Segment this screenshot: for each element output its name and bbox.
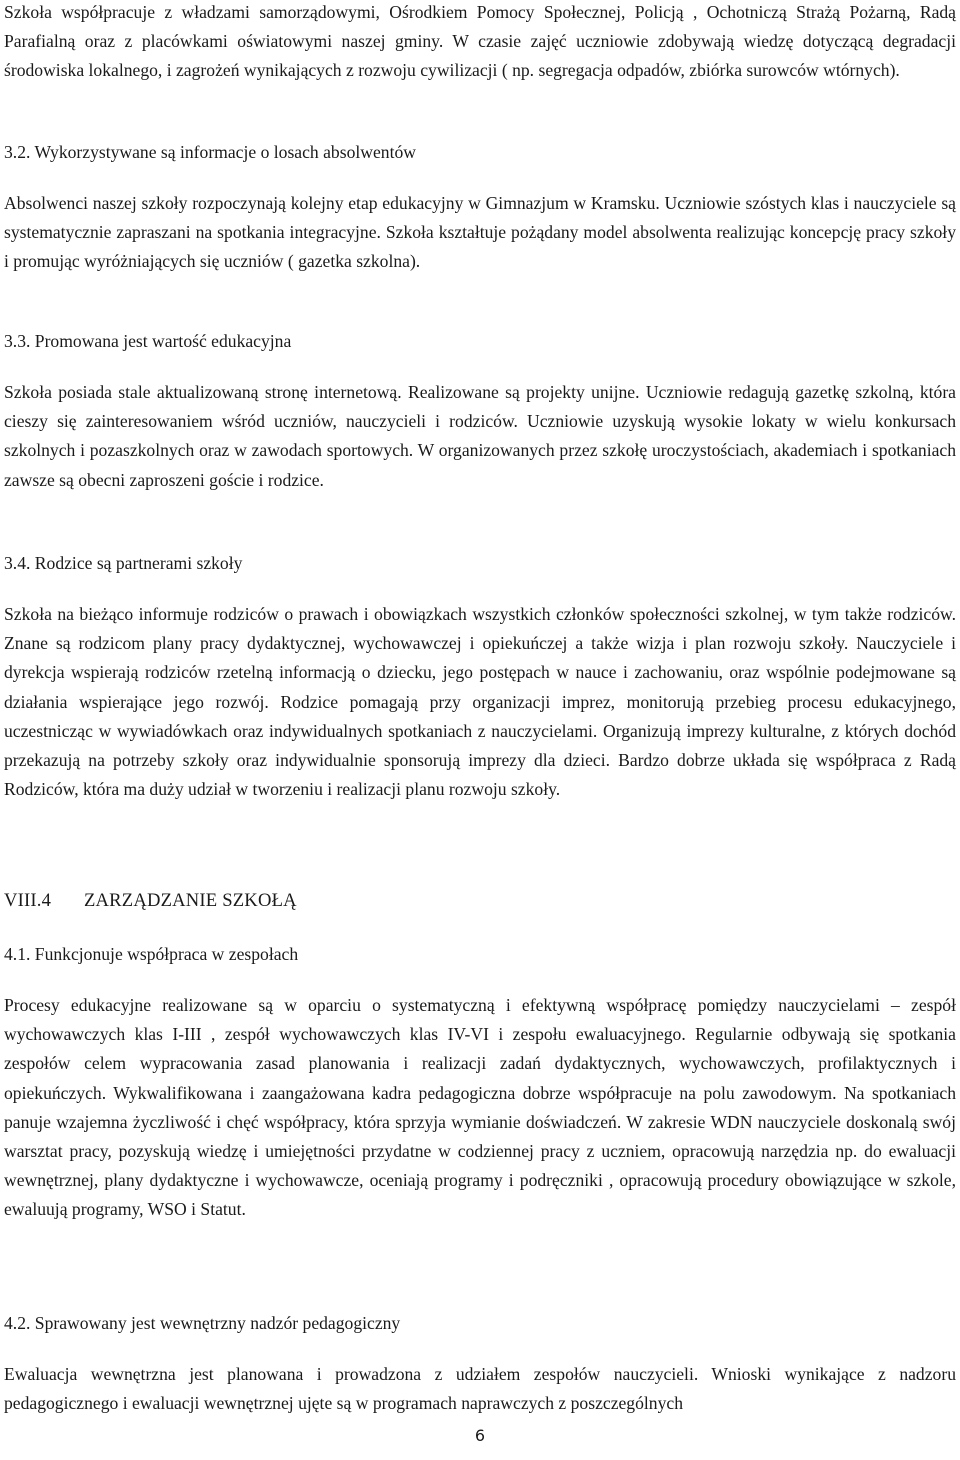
chapter-heading (4, 888, 956, 914)
section-4-1 (4, 941, 956, 1225)
chapter-number: VIII.4 (4, 890, 52, 911)
section-heading: 3.4. Rodzice są partnerami szkoły (4, 553, 243, 573)
section-paragraph: Procesy edukacyjne realizowane są w oparciu o systematyczną i efektywną współpracę pomiędzy nauczycielami – zespół wychowawczych klas I-III , zespół wychowawczych klas IV-VI i zespołu ewaluacyjnego. Regularnie odbywają się spotkania zespołów celem wypracowania zasad planowania i realizacji zadań dydaktycznych, wychowawczych, profilaktycznych i opiekuńczych. Wykwalifikowana i zaangażowana kadra pedagogiczna dobrze współpracuje na polu zawodowym. Na spotkaniach panuje wzajemna życzliwość i chęć współpracy, która sprzyja wymianie doświadczeń. W zakresie WDN nauczyciele doskonalą swój warsztat pracy, pozyskują wiedzę i umiejętności przydatne w codziennej pracy z uczniem, opracowują narzędzia np. do ewaluacji wewnętrznej, plany dydaktyczne i wychowawcze, oceniają programy i podręczniki , opracowują procedury obowiązujące w szkole, ewaluują programy, WSO i Statut. (4, 995, 956, 1220)
section-3-2 (4, 139, 956, 277)
section-paragraph: Ewaluacja wewnętrzna jest planowana i prowadzona z udziałem zespołów nauczycieli. Wnioski wynikające z nadzoru pedagogicznego i ewaluacji wewnętrznej ujęte są w programach naprawczych z poszczególnych (4, 1364, 956, 1414)
section-3-4 (4, 550, 956, 804)
section-heading: 3.2. Wykorzystywane są informacje o losach absolwentów (4, 142, 416, 162)
page-number: 6 (474, 1426, 486, 1445)
intro-paragraph: Szkoła współpracuje z władzami samorządowymi, Ośrodkiem Pomocy Społecznej, Policją , Ochotniczą Strażą Pożarną, Radą Parafialną oraz z placówkami oświatowymi naszej gminy. W czasie zajęć uczniowie zdobywają wiedzę dotyczącą degradacji środowiska lokalnego, i zagrożeń wynikających z rozwoju cywilizacji ( np. segregacja odpadów, zbiórka surowców wtórnych). (4, 2, 956, 81)
section-paragraph: Szkoła na bieżąco informuje rodziców o prawach i obowiązkach wszystkich członków społeczności szkolnej, w tym także rodziców. Znane są rodzicom plany pracy dydaktycznej, wychowawczej i opiekuńczej a także wizja i plan rozwoju szkoły. Nauczyciele i dyrekcja wspierają rodziców rzetelną informacją o dziecku, jego postępach w nauce i zachowaniu, oraz wspólnie podejmowane są działania wspierające jego rozwój. Rodzice pomagają przy organizacji imprez, monitorują przebieg procesu edukacyjnego, uczestnicząc w wywiadówkach oraz indywidualnych spotkaniach z nauczycielami. Organizują imprezy kulturalne, z których dochód przekazują na potrzeby szkoły oraz indywidualnie sponsorują imprezy dla dzieci. Bardzo dobrze układa się współpraca z Radą Rodziców, która ma duży udział w tworzeniu i realizacji planu rozwoju szkoły. (4, 604, 956, 800)
section-3-3 (4, 328, 956, 495)
chapter-title: ZARZĄDZANIE SZKOŁĄ (84, 890, 297, 911)
section-4-2 (4, 1310, 956, 1418)
section-paragraph: Absolwenci naszej szkoły rozpoczynają kolejny etap edukacyjny w Gimnazjum w Kramsku. Uczniowie szóstych klas i nauczyciele są systematycznie zapraszani na spotkania integracyjne. Szkoła kształtuje pożądany model absolwenta realizując koncepcję pracy szkoły i promując wyróżniających się uczniów ( gazetka szkolna). (4, 193, 956, 272)
section-heading: 3.3. Promowana jest wartość edukacyjna (4, 331, 292, 351)
section-heading: 4.1. Funkcjonuje współpraca w zespołach (4, 944, 299, 964)
section-paragraph: Szkoła posiada stale aktualizowaną stronę internetową. Realizowane są projekty unijne. Uczniowie redagują gazetkę szkolną, która cieszy się zainteresowaniem wśród uczniów, nauczycieli i rodziców. Uczniowie uzyskują wysokie lokaty w wielu konkursach szkolnych i pozaszkolnych oraz w zawodach sportowych. W organizowanych przez szkołę uroczystościach, akademiach i spotkaniach zawsze są obecni zaproszeni goście i rodzice. (4, 382, 956, 490)
section-heading: 4.2. Sprawowany jest wewnętrzny nadzór pedagogiczny (4, 1313, 401, 1333)
